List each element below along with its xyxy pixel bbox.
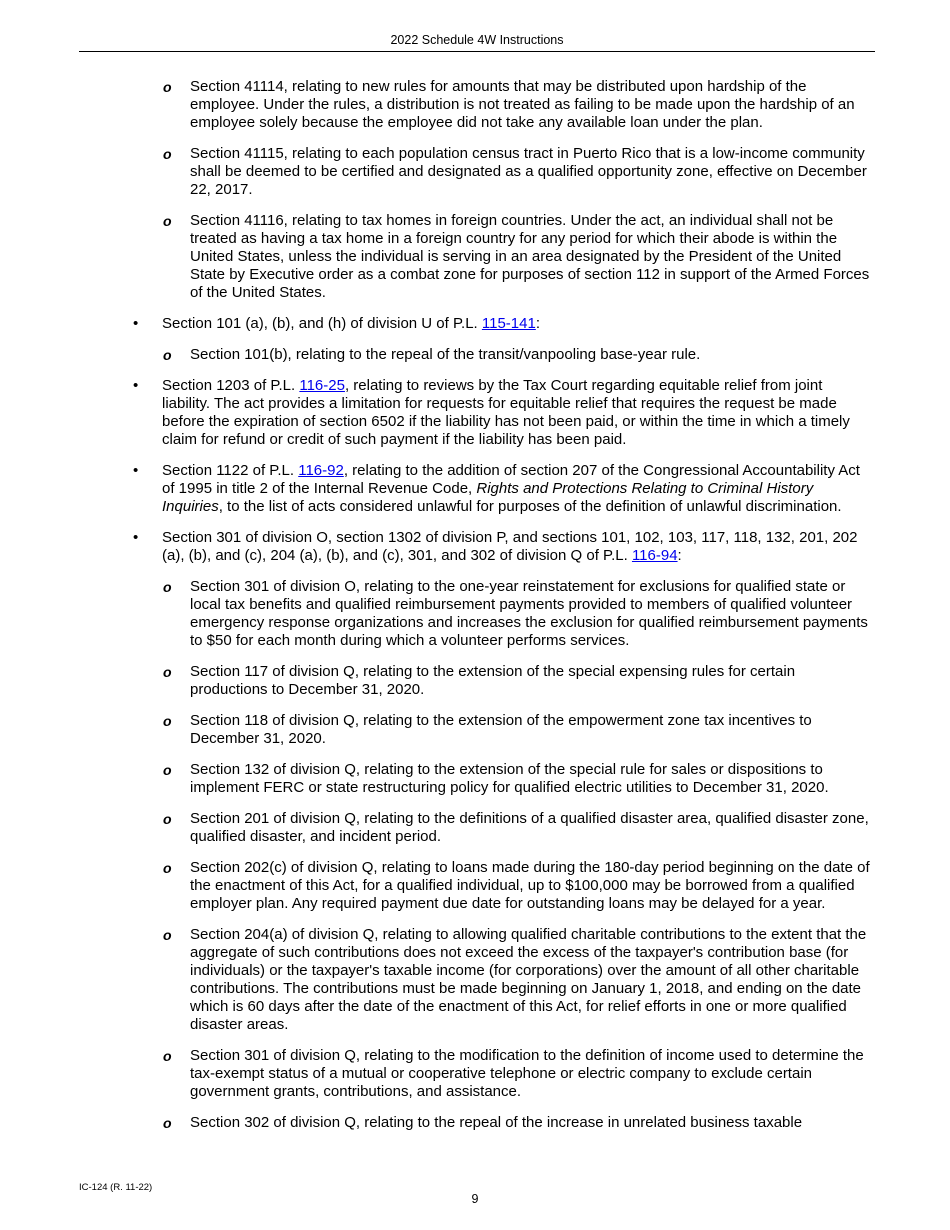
page-content — [0, 78, 950, 1132]
page-header — [79, 33, 875, 52]
item-text: , relating to reviews by the Tax Court regarding equitable relief from joint liability. The act provides a limitation for requests for equitable relief that requires the request be made before the expiration of section 6502 if the liability has not been paid, or within the time in which a timely claim for refund or credit of such payment if the liability has been paid. — [162, 377, 850, 448]
item-text: Section 41116, relating to tax homes in foreign countries. Under the act, an individual shall not be treated as having a tax home in a foreign country for any period for which their abode is within the United States, unless the individual is serving in an area designated by the President of the United State by Executive order as a combat zone for purposes of section 112 in support of the Armed Forces of the United States. — [190, 212, 870, 301]
item-text: Section 204(a) of division Q, relating to allowing qualified charitable contributions to the extent that the aggregate of such contributions does not exceed the excess of the taxpayer's contribution base (for individuals) or the taxpayer's taxable income (for corporations) over the amount of all other charitable contributions. The contributions must be made beginning on January 1, 2018, and ending on the date which is 60 days after the date of the enactment of this Act, for relief efforts in one or more qualified disaster areas. — [190, 926, 867, 1033]
list-item-section-201 — [163, 810, 870, 846]
list-item-section-101 — [133, 315, 870, 333]
item-text: Section 41115, relating to each population census tract in Puerto Rico that is a low-income community shall be deemed to be certified and designated as a qualified opportunity zone, effective on December 22, 2017. — [190, 145, 867, 198]
circle-bullet-icon: o — [163, 664, 172, 680]
form-identifier: IC-124 (R. 11-22) — [79, 1182, 153, 1193]
item-text: Section 302 of division Q, relating to the repeal of the increase in unrelated business taxable — [190, 1114, 803, 1131]
item-text: Section 117 of division Q, relating to the extension of the special expensing rules for certain productions to December 31, 2020. — [190, 663, 796, 698]
list-item-section-41114 — [163, 78, 870, 132]
circle-bullet-icon: o — [163, 927, 172, 943]
list-item-section-301-division-o — [133, 529, 870, 565]
list-item-section-1203 — [133, 377, 870, 449]
list-item-section-204a — [163, 926, 870, 1034]
dot-bullet-icon: • — [133, 529, 139, 546]
item-text: Section 41114, relating to new rules for amounts that may be distributed upon hardship of the employee. Under the rules, a distribution is not treated as failing to be made upon the hardship of an employee solely because the employee did not take any available loan under the plan. — [190, 78, 855, 131]
item-text: , relating to the addition of section 207 of the Congressional Accountability Act of 1995 in title 2 of the Internal Revenue Code, — [162, 462, 860, 497]
circle-bullet-icon: o — [163, 811, 172, 827]
dot-bullet-icon: • — [133, 315, 139, 332]
item-text: Section 301 of division Q, relating to the modification to the definition of income used to determine the tax-exempt status of a mutual or cooperative telephone or electric company to exclude certain government grants, contributions, and assistance. — [190, 1047, 864, 1100]
list-item-section-301-o-reinstatement — [163, 578, 870, 650]
circle-bullet-icon: o — [163, 146, 172, 162]
circle-bullet-icon: o — [163, 347, 172, 363]
item-text: Section 301 of division O, section 1302 of division P, and sections 101, 102, 103, 117, 118, 132, 201, 202 (a), (b), and (c), 204 (a), (b), and (c), 301, and 302 of division Q of P.L. — [162, 529, 858, 564]
item-text: Section 1122 of P.L. — [162, 462, 299, 479]
dot-bullet-icon: • — [133, 462, 139, 479]
item-text: : — [535, 315, 540, 332]
link-116-92[interactable]: 116-92 — [298, 462, 344, 479]
circle-bullet-icon: o — [163, 762, 172, 778]
link-115-141[interactable]: 115-141 — [481, 315, 536, 332]
item-text: Section 201 of division Q, relating to the definitions of a qualified disaster area, qualified disaster zone, qualified disaster, and incident period. — [190, 810, 869, 845]
link-116-25[interactable]: 116-25 — [299, 377, 345, 394]
list-item-section-132 — [163, 761, 870, 797]
list-item-section-202c — [163, 859, 870, 913]
list-item-section-301-q — [163, 1047, 870, 1101]
circle-bullet-icon: o — [163, 860, 172, 876]
link-116-94[interactable]: 116-94 — [631, 547, 678, 564]
page-number: 9 — [471, 1192, 479, 1206]
circle-bullet-icon: o — [163, 79, 172, 95]
item-text: Section 301 of division O, relating to the one-year reinstatement for exclusions for qualified state or local tax benefits and qualified reimbursement payments provided to members of qualified volunteer emergency response organizations and increases the exclusion for qualified reimbursement payments to $50 for each month during which a volunteer performs services. — [190, 578, 868, 649]
item-text: Section 101 (a), (b), and (h) of division U of P.L. — [162, 315, 482, 332]
item-text: Section 118 of division Q, relating to the extension of the empowerment zone tax incentives to December 31, 2020. — [190, 712, 812, 747]
list-item-section-302-q — [163, 1114, 870, 1132]
dot-bullet-icon: • — [133, 377, 139, 394]
list-item-section-101b — [163, 346, 870, 364]
item-text: : — [677, 547, 682, 564]
item-text: , to the list of acts considered unlawful for purposes of the definition of unlawful discrimination. — [218, 498, 842, 515]
list-item-section-117 — [163, 663, 870, 699]
list-item-section-41116 — [163, 212, 870, 302]
circle-bullet-icon: o — [163, 1048, 172, 1064]
list-item-section-118 — [163, 712, 870, 748]
item-text: Section 132 of division Q, relating to the extension of the special rule for sales or dispositions to implement FERC or state restructuring policy for qualified electric utilities to December 31, 2020. — [190, 761, 829, 796]
document-title: 2022 Schedule 4W Instructions — [390, 33, 564, 47]
item-text: Section 1203 of P.L. — [162, 377, 300, 394]
circle-bullet-icon: o — [163, 1115, 172, 1131]
item-text: Section 101(b), relating to the repeal of the transit/vanpooling base-year rule. — [190, 346, 701, 363]
list-item-section-1122 — [133, 462, 870, 516]
item-text: Section 202(c) of division Q, relating to loans made during the 180-day period beginning on the date of the enactment of this Act, for a qualified individual, up to $100,000 may be borrowed from a qualified employer plan. Any required payment due date for outstanding loans may be delayed for a year. — [190, 859, 870, 912]
circle-bullet-icon: o — [163, 579, 172, 595]
circle-bullet-icon: o — [163, 713, 172, 729]
list-item-section-41115 — [163, 145, 870, 199]
act-title: Rights and Protections Relating to Criminal History Inquiries — [162, 480, 814, 515]
circle-bullet-icon: o — [163, 213, 172, 229]
